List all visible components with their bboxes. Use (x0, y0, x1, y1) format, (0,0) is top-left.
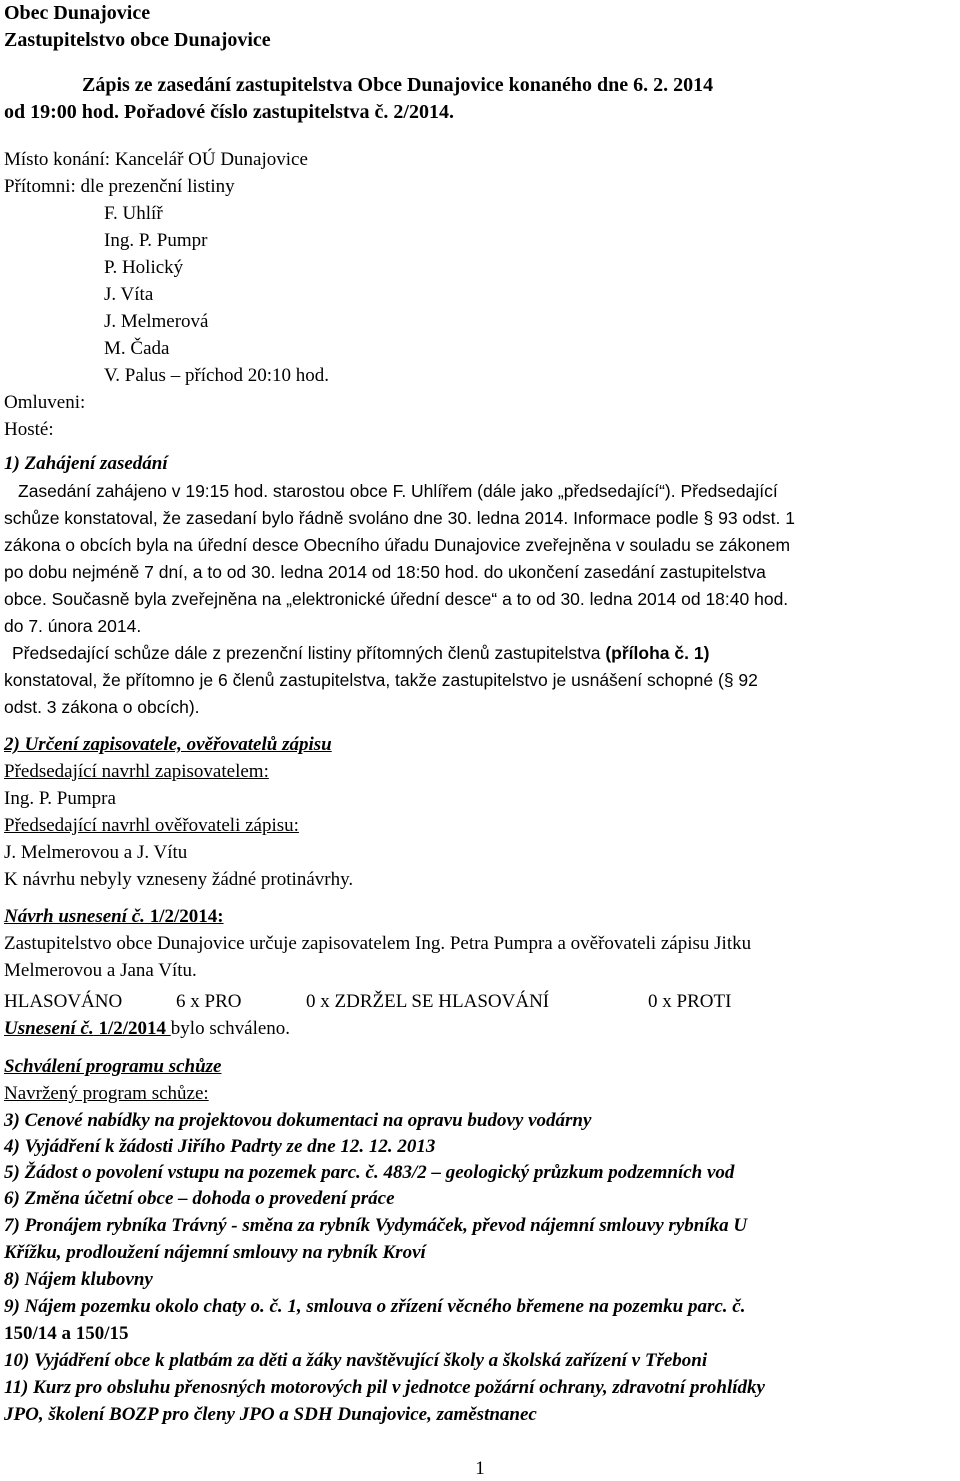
section-1-line: konstatoval, že přítomno je 6 členů zastupitelstva, takže zastupitelstvo je usnášení schopné (§ 92 (4, 670, 758, 690)
agenda-item: 9) Nájem pozemku okolo chaty o. č. 1, smlouva o zřízení věcného břemene na pozemku parc. č. (4, 1296, 746, 1317)
section-2-heading: 2) Určení zapisovatele, ověřovatelů zápisu (4, 734, 332, 755)
writer-name: Ing. P. Pumpra (4, 788, 116, 809)
meeting-place: Místo konání: Kancelář OÚ Dunajovice (4, 149, 308, 170)
section-1-line: schůze konstatoval, že zasedaní bylo řádně svoláno dne 30. ledna 2014. Informace podle § 93 odst. 1 (4, 508, 795, 528)
council-name: Zastupitelstvo obce Dunajovice (4, 29, 271, 51)
verifiers-proposal-label: Předsedající navrhl ověřovateli zápisu: (4, 815, 299, 836)
resolution-proposal-label (4, 904, 224, 930)
agenda-item: 5) Žádost o povolení vstupu na pozemek parc. č. 483/2 – geologický průzkum podzemních vod (4, 1162, 735, 1183)
section-1-line: obce. Současně byla zveřejněna na „elektronické úřední desce“ a to od 30. ledna 2014 od 18:40 hod. (4, 589, 789, 609)
agenda-item: 3) Cenové nabídky na projektovou dokumentaci na opravu budovy vodárny (4, 1110, 592, 1131)
section-1-line: zákona o obcích byla na úřední desce Obecního úřadu Dunajovice zveřejněna v souladu se zákonem (4, 535, 791, 555)
agenda-item: 6) Změna účetní obce – dohoda o provedení práce (4, 1188, 395, 1209)
title-line-1: Zápis ze zasedání zastupitelstva Obce Dunajovice konaného dne 6. 2. 2014 (82, 74, 714, 96)
title-line-2: od 19:00 hod. Pořadové číslo zastupitelstva č. 2/2014. (4, 101, 454, 123)
member: J. Víta (104, 284, 154, 305)
member: F. Uhlíř (104, 203, 163, 224)
present-label: Přítomni: dle prezenční listiny (4, 176, 235, 197)
section-1-p2-text: Předsedající schůze dále z prezenční listiny přítomných členů zastupitelstva (12, 643, 606, 663)
section-1-line: do 7. února 2014. (4, 616, 142, 636)
section-1-line: Zasedání zahájeno v 19:15 hod. starostou obce F. Uhlířem (dále jako „předsedající“). Předsedající (18, 481, 778, 501)
annex-reference: (příloha č. 1) (605, 643, 710, 663)
vote-label: HLASOVÁNO (4, 991, 123, 1012)
verifiers-names: J. Melmerovou a J. Vítu (4, 842, 188, 863)
page-number: 1 (475, 1458, 485, 1479)
excused-label: Omluveni: (4, 392, 86, 413)
agenda-item: 10) Vyjádření obce k platbám za děti a žáky navštěvující školy a školská zařízení v Třeboni (4, 1350, 708, 1371)
resolution-number: 1/2/2014: (144, 906, 224, 927)
no-counter-proposals: K návrhu nebyly vzneseny žádné protinávrhy. (4, 869, 354, 890)
guests-label: Hosté: (4, 419, 54, 440)
approved-number: 1/2/2014 (93, 1018, 171, 1039)
agenda-heading: Schválení programu schůze (4, 1056, 222, 1077)
section-1-line: odst. 3 zákona o obcích). (4, 697, 200, 717)
writer-proposal-label: Předsedající navrhl zapisovatelem: (4, 761, 269, 782)
section-1-line: po dobu nejméně 7 dní, a to od 30. ledna 2014 od 18:50 hod. do ukončení zasedání zastupitelstva (4, 562, 766, 582)
member: V. Palus – příchod 20:10 hod. (104, 365, 330, 386)
agenda-label: Navržený program schůze: (4, 1083, 209, 1104)
agenda-item: 8) Nájem klubovny (4, 1269, 153, 1290)
agenda-item: 4) Vyjádření k žádosti Jiřího Padrty ze dne 12. 12. 2013 (4, 1136, 436, 1157)
vote-pro: 6 x PRO (176, 991, 242, 1012)
member: P. Holický (104, 257, 184, 278)
resolution-approved (4, 1016, 290, 1042)
agenda-item: 7) Pronájem rybníka Trávný - směna za rybník Vydymáček, převod nájemní smlouvy rybníka U (4, 1215, 748, 1236)
agenda-item: 11) Kurz pro obsluhu přenosných motorových pil v jednotce požární ochrany, zdravotní prohlídky (4, 1377, 765, 1398)
org-name: Obec Dunajovice (4, 2, 151, 24)
agenda-item-continued: 150/14 a 150/15 (4, 1323, 129, 1344)
section-1-paragraph-2 (12, 640, 709, 666)
vote-contra: 0 x PROTI (648, 991, 732, 1012)
member: Ing. P. Pumpr (104, 230, 208, 251)
member: M. Čada (104, 338, 170, 359)
member: J. Melmerová (104, 311, 209, 332)
section-1-heading: 1) Zahájení zasedání (4, 453, 168, 474)
approved-text: bylo schváleno. (170, 1018, 291, 1039)
vote-abstain: 0 x ZDRŽEL SE HLASOVÁNÍ (306, 991, 550, 1012)
agenda-item-continued: JPO, školení BOZP pro členy JPO a SDH Dunajovice, zaměstnanec (4, 1404, 537, 1425)
resolution-label-text: Návrh usnesení č. (4, 906, 145, 927)
approved-label: Usnesení č. (4, 1018, 94, 1039)
agenda-item-continued: Křížku, prodloužení nájemní smlouvy na rybník Kroví (4, 1242, 426, 1263)
resolution-text: Melmerovou a Jana Vítu. (4, 960, 197, 981)
resolution-text: Zastupitelstvo obce Dunajovice určuje zapisovatelem Ing. Petra Pumpra a ověřovateli zápisu Jitku (4, 933, 752, 954)
